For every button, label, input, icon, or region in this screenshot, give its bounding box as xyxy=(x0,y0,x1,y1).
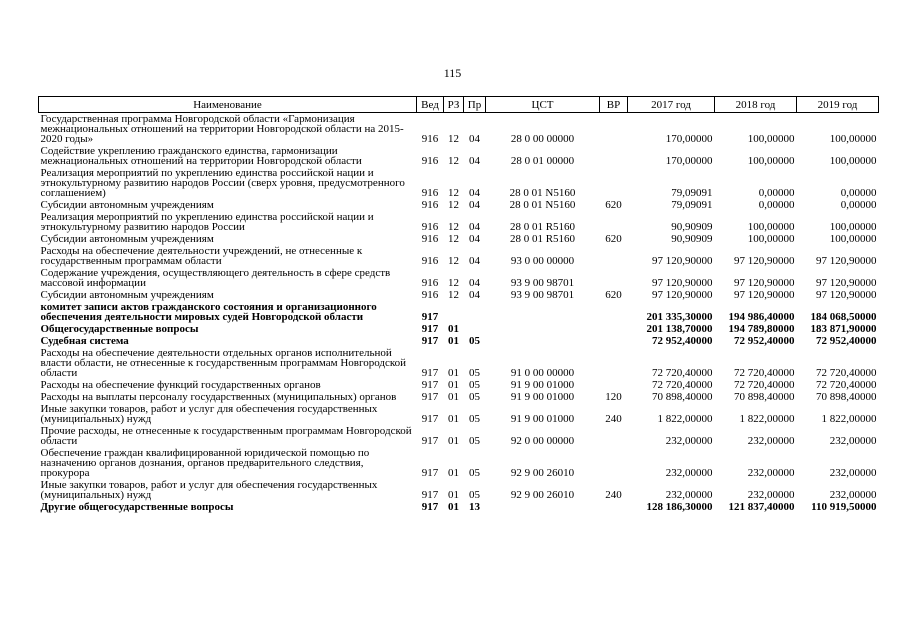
table-row xyxy=(39,501,879,513)
cell-ved: 917 xyxy=(421,435,439,447)
header-row xyxy=(39,97,879,113)
cell-2018: 232,00000 xyxy=(747,467,795,479)
cell-vr xyxy=(600,245,628,267)
cell-pr: 04 xyxy=(469,233,480,245)
cell-pr: 04 xyxy=(469,199,480,211)
cell-vr xyxy=(600,323,628,335)
cell-2017: 79,09091 xyxy=(671,199,713,211)
cell-rz: 12 xyxy=(448,155,459,167)
cell-vr xyxy=(600,501,628,513)
cell-ved: 916 xyxy=(421,233,439,245)
cell-vr: 620 xyxy=(605,289,622,301)
cell-vr xyxy=(600,145,628,167)
cell-cst xyxy=(486,323,600,335)
cell-vr xyxy=(600,301,628,323)
cell-pr: 04 xyxy=(469,155,480,167)
cell-pr: 04 xyxy=(469,255,480,267)
table-row xyxy=(39,347,879,379)
cell-vr: 240 xyxy=(605,489,622,501)
cell-rz: 01 xyxy=(448,335,459,347)
cell-2018: 100,00000 xyxy=(747,133,795,145)
cell-2019: 0,00000 xyxy=(840,199,877,211)
cell-2019: 183 871,90000 xyxy=(810,323,877,335)
cell-vr xyxy=(600,447,628,479)
cell-pr: 05 xyxy=(469,391,480,403)
table-row xyxy=(39,379,879,391)
cell-2019: 97 120,90000 xyxy=(816,255,877,267)
cell-2018: 194 986,40000 xyxy=(728,311,795,323)
cell-name: Субсидии автономным учреждениям xyxy=(40,233,214,245)
cell-cst: 91 9 00 01000 xyxy=(510,391,575,403)
cell-vr xyxy=(600,425,628,447)
cell-vr: 120 xyxy=(605,391,622,403)
header-ved: Вед xyxy=(417,97,444,113)
cell-name: Прочие расходы, не отнесенные к государственным программам Новгородской области xyxy=(40,425,412,447)
cell-ved: 917 xyxy=(421,413,439,425)
cell-2017: 79,09091 xyxy=(671,187,713,199)
cell-2018: 97 120,90000 xyxy=(734,289,795,301)
cell-name: Иные закупки товаров, работ и услуг для обеспечения государственных (муниципальных) нужд xyxy=(40,479,378,501)
cell-ved: 917 xyxy=(421,335,439,347)
cell-ved: 916 xyxy=(421,221,439,233)
cell-2017: 72 952,40000 xyxy=(652,335,713,347)
table-row xyxy=(39,267,879,289)
cell-name: комитет записи актов гражданского состояния и организационного обеспечения деятельности мировых судей Новгородской области xyxy=(40,301,377,323)
cell-2018: 232,00000 xyxy=(747,435,795,447)
cell-cst: 93 9 00 98701 xyxy=(510,277,575,289)
header-2019: 2019 год xyxy=(797,97,879,113)
cell-name: Обеспечение граждан квалифицированной юридической помощью по назначению органов дознания, органов предварительного следствия, прокурора xyxy=(40,447,370,479)
cell-vr xyxy=(600,379,628,391)
budget-table xyxy=(38,96,879,513)
cell-name: Судебная система xyxy=(40,335,129,347)
cell-ved: 917 xyxy=(421,379,439,391)
cell-rz: 12 xyxy=(448,233,459,245)
cell-cst xyxy=(486,301,600,323)
cell-vr: 620 xyxy=(605,199,622,211)
cell-vr xyxy=(600,113,628,146)
cell-pr: 04 xyxy=(469,289,480,301)
table-row xyxy=(39,113,879,146)
cell-2018: 232,00000 xyxy=(747,489,795,501)
cell-rz: 01 xyxy=(448,367,459,379)
cell-2018: 72 952,40000 xyxy=(734,335,795,347)
cell-pr: 05 xyxy=(469,367,480,379)
cell-ved: 916 xyxy=(421,187,439,199)
cell-2017: 232,00000 xyxy=(665,467,713,479)
header-2017: 2017 год xyxy=(628,97,715,113)
cell-ved: 917 xyxy=(421,323,439,335)
cell-cst xyxy=(486,335,600,347)
cell-2017: 201 335,30000 xyxy=(646,311,713,323)
header-2018: 2018 год xyxy=(715,97,797,113)
cell-2019: 100,00000 xyxy=(829,233,877,245)
cell-2018: 0,00000 xyxy=(758,187,795,199)
cell-name: Содержание учреждения, осуществляющего деятельность в сфере средств массовой информации xyxy=(40,267,391,289)
cell-rz: 12 xyxy=(448,255,459,267)
cell-vr xyxy=(600,267,628,289)
cell-2017: 97 120,90000 xyxy=(652,277,713,289)
cell-cst: 28 0 01 R5160 xyxy=(509,221,576,233)
cell-cst: 28 0 01 N5160 xyxy=(509,199,576,211)
cell-pr xyxy=(464,323,486,335)
cell-name: Содействие укреплению гражданского единства, гармонизации межнациональных отношений на территории Новгородской области xyxy=(40,145,362,167)
cell-ved: 916 xyxy=(421,155,439,167)
cell-rz: 01 xyxy=(448,435,459,447)
cell-2019: 184 068,50000 xyxy=(810,311,877,323)
cell-ved: 917 xyxy=(421,391,439,403)
cell-vr: 240 xyxy=(605,413,622,425)
cell-2018: 100,00000 xyxy=(747,155,795,167)
cell-rz: 01 xyxy=(448,391,459,403)
table-row xyxy=(39,211,879,233)
cell-name: Другие общегосударственные вопросы xyxy=(40,501,234,513)
cell-2017: 97 120,90000 xyxy=(652,255,713,267)
cell-2017: 201 138,70000 xyxy=(646,323,713,335)
cell-ved: 917 xyxy=(421,367,439,379)
cell-2018: 97 120,90000 xyxy=(734,277,795,289)
cell-cst: 93 0 00 00000 xyxy=(510,255,575,267)
table-row xyxy=(39,391,879,403)
cell-2018: 97 120,90000 xyxy=(734,255,795,267)
cell-2017: 232,00000 xyxy=(665,435,713,447)
table-row xyxy=(39,479,879,501)
cell-2017: 97 120,90000 xyxy=(652,289,713,301)
cell-2018: 72 720,40000 xyxy=(734,379,795,391)
cell-2017: 72 720,40000 xyxy=(652,367,713,379)
table-row xyxy=(39,323,879,335)
table-row xyxy=(39,335,879,347)
cell-2019: 100,00000 xyxy=(829,155,877,167)
cell-pr xyxy=(464,301,486,323)
cell-pr: 04 xyxy=(469,133,480,145)
cell-ved: 917 xyxy=(421,489,439,501)
cell-cst: 92 9 00 26010 xyxy=(510,489,575,501)
table-body xyxy=(39,113,879,514)
cell-2019: 72 720,40000 xyxy=(816,367,877,379)
cell-rz: 01 xyxy=(448,379,459,391)
cell-2018: 100,00000 xyxy=(747,233,795,245)
cell-rz: 01 xyxy=(448,413,459,425)
cell-ved: 917 xyxy=(421,501,439,513)
cell-name: Общегосударственные вопросы xyxy=(40,323,199,335)
cell-2018: 1 822,00000 xyxy=(739,413,795,425)
cell-rz: 12 xyxy=(448,187,459,199)
cell-2018: 72 720,40000 xyxy=(734,367,795,379)
cell-rz: 12 xyxy=(448,289,459,301)
cell-rz: 01 xyxy=(448,489,459,501)
cell-name: Расходы на обеспечение функций государственных органов xyxy=(40,379,321,391)
cell-cst: 91 9 00 01000 xyxy=(510,379,575,391)
cell-rz: 12 xyxy=(448,199,459,211)
cell-2017: 232,00000 xyxy=(665,489,713,501)
cell-2018: 0,00000 xyxy=(758,199,795,211)
cell-cst: 28 0 01 R5160 xyxy=(509,233,576,245)
cell-rz: 12 xyxy=(448,133,459,145)
header-rz: РЗ xyxy=(444,97,464,113)
cell-vr xyxy=(600,335,628,347)
cell-pr: 04 xyxy=(469,187,480,199)
cell-ved: 916 xyxy=(421,255,439,267)
cell-vr xyxy=(600,167,628,199)
cell-ved: 916 xyxy=(421,289,439,301)
cell-2018: 70 898,40000 xyxy=(734,391,795,403)
cell-name: Иные закупки товаров, работ и услуг для обеспечения государственных (муниципальных) нужд xyxy=(40,403,378,425)
table-row xyxy=(39,403,879,425)
cell-name: Расходы на обеспечение деятельности отдельных органов исполнительной власти области, не отнесенные к государственным программам Новгородской области xyxy=(40,347,407,379)
cell-2018: 194 789,80000 xyxy=(728,323,795,335)
cell-name: Расходы на обеспечение деятельности учреждений, не отнесенные к государственным программам области xyxy=(40,245,363,267)
cell-rz: 01 xyxy=(448,501,459,513)
cell-2017: 90,90909 xyxy=(671,233,713,245)
cell-pr: 05 xyxy=(469,335,480,347)
cell-cst: 91 9 00 01000 xyxy=(510,413,575,425)
cell-cst xyxy=(486,501,600,513)
table-row xyxy=(39,425,879,447)
cell-rz: 01 xyxy=(448,467,459,479)
cell-2019: 100,00000 xyxy=(829,221,877,233)
cell-2019: 1 822,00000 xyxy=(821,413,877,425)
header-cst: ЦСТ xyxy=(486,97,600,113)
cell-pr: 05 xyxy=(469,435,480,447)
cell-2017: 90,90909 xyxy=(671,221,713,233)
cell-cst: 93 9 00 98701 xyxy=(510,289,575,301)
cell-pr: 13 xyxy=(469,501,480,513)
cell-2019: 70 898,40000 xyxy=(816,391,877,403)
table-row xyxy=(39,167,879,199)
cell-cst: 28 0 01 N5160 xyxy=(509,187,576,199)
header-name: Наименование xyxy=(39,97,417,113)
cell-pr: 04 xyxy=(469,277,480,289)
cell-vr: 620 xyxy=(605,233,622,245)
cell-cst: 28 0 00 00000 xyxy=(510,133,575,145)
cell-vr xyxy=(600,211,628,233)
cell-cst: 92 0 00 00000 xyxy=(510,435,575,447)
cell-name: Субсидии автономным учреждениям xyxy=(40,289,214,301)
cell-rz: 12 xyxy=(448,277,459,289)
cell-cst: 91 0 00 00000 xyxy=(510,367,575,379)
cell-2017: 170,00000 xyxy=(665,133,713,145)
cell-2019: 72 720,40000 xyxy=(816,379,877,391)
cell-pr: 04 xyxy=(469,221,480,233)
cell-2019: 110 919,50000 xyxy=(811,501,877,513)
cell-2019: 232,00000 xyxy=(829,489,877,501)
cell-rz xyxy=(444,301,464,323)
header-pr: Пр xyxy=(464,97,486,113)
cell-name: Расходы на выплаты персоналу государственных (муниципальных) органов xyxy=(40,391,397,403)
cell-2019: 97 120,90000 xyxy=(816,289,877,301)
table-row xyxy=(39,245,879,267)
cell-2019: 232,00000 xyxy=(829,435,877,447)
table-row xyxy=(39,145,879,167)
table-row xyxy=(39,447,879,479)
cell-2017: 72 720,40000 xyxy=(652,379,713,391)
cell-name: Реализация мероприятий по укреплению единства российской нации и этнокультурному развитию народов России (сверх уровня, предусмотренного соглашением) xyxy=(40,167,405,199)
cell-pr: 05 xyxy=(469,489,480,501)
cell-pr: 05 xyxy=(469,467,480,479)
cell-2018: 121 837,40000 xyxy=(728,501,795,513)
cell-2019: 72 952,40000 xyxy=(816,335,877,347)
page-number: 115 xyxy=(443,66,462,80)
cell-rz: 01 xyxy=(448,323,459,335)
cell-2017: 1 822,00000 xyxy=(657,413,713,425)
cell-2017: 170,00000 xyxy=(665,155,713,167)
header-vr: ВР xyxy=(600,97,628,113)
cell-cst: 28 0 01 00000 xyxy=(510,155,575,167)
cell-ved: 916 xyxy=(421,199,439,211)
cell-ved: 916 xyxy=(421,133,439,145)
cell-2019: 100,00000 xyxy=(829,133,877,145)
table-row xyxy=(39,301,879,323)
cell-name: Реализация мероприятий по укреплению единства российской нации и этнокультурному развитию народов России xyxy=(40,211,374,233)
cell-rz: 12 xyxy=(448,221,459,233)
cell-ved: 917 xyxy=(421,467,439,479)
cell-ved: 917 xyxy=(421,311,439,323)
cell-vr xyxy=(600,347,628,379)
cell-pr: 05 xyxy=(469,379,480,391)
cell-name: Государственная программа Новгородской области «Гармонизация межнациональных отношений на территории Новгородской области на 2015-2020 годы» xyxy=(40,113,404,145)
cell-2019: 0,00000 xyxy=(840,187,877,199)
cell-2017: 70 898,40000 xyxy=(652,391,713,403)
cell-2019: 232,00000 xyxy=(829,467,877,479)
table-row xyxy=(39,199,879,211)
cell-2017: 128 186,30000 xyxy=(646,501,713,513)
cell-pr: 05 xyxy=(469,413,480,425)
cell-name: Субсидии автономным учреждениям xyxy=(40,199,214,211)
cell-cst: 92 9 00 26010 xyxy=(510,467,575,479)
cell-2018: 100,00000 xyxy=(747,221,795,233)
table-row xyxy=(39,289,879,301)
cell-2019: 97 120,90000 xyxy=(816,277,877,289)
table-row xyxy=(39,233,879,245)
cell-ved: 916 xyxy=(421,277,439,289)
